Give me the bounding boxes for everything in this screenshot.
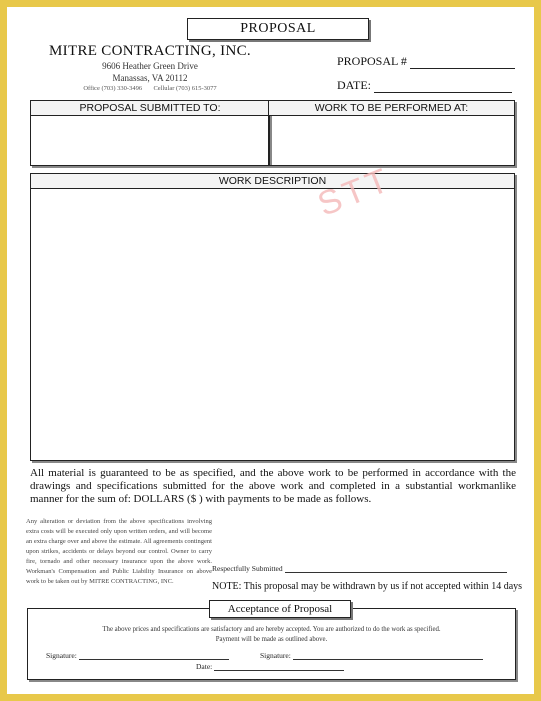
- guarantee-paragraph: All material is guaranteed to be as specified, and the above work to be performed in accordance with the drawings and specifications submitted for the above work and completed in a substantial workmanlike manner for the sum of: DOLLARS ($ ) with payments to be made as follows.: [30, 467, 516, 505]
- signature-row-1: [46, 651, 229, 660]
- signature-line-1[interactable]: [79, 651, 229, 660]
- acceptance-line1: The above prices and specifications are satisfactory and are hereby accepted. You are authorized to do the work as specified.: [102, 626, 441, 633]
- submitted-to-box: [30, 100, 270, 166]
- signature-label-1: Signature:: [46, 651, 77, 660]
- date-field[interactable]: [374, 92, 512, 93]
- signature-label-2: Signature:: [260, 651, 291, 660]
- submitted-to-field[interactable]: [31, 116, 269, 164]
- acceptance-box: [27, 603, 516, 680]
- fine-print-terms: Any alteration or deviation from the above specifications involving extra costs will be executed only upon written orders, and will become an extra charge over and above the estimate. All agreements contingent upon strikes, accidents or delays beyond our control. Owner to carry fire, tornado and other necessary insurance upon the above work. Workman's Compensation and Public Liability Insurance on above work to be taken out by MITRE CONTRACTING, INC.: [26, 518, 212, 585]
- proposal-number-field[interactable]: [410, 68, 515, 69]
- work-description-box: [30, 173, 515, 461]
- acceptance-line2: Payment will be made as outlined above.: [215, 636, 328, 643]
- respectfully-submitted-line[interactable]: [285, 564, 507, 573]
- acceptance-date-line[interactable]: [214, 662, 344, 671]
- date-row: [337, 78, 512, 93]
- red-stamp-watermark: STT: [312, 160, 398, 224]
- acceptance-title: Acceptance of Proposal: [209, 600, 351, 618]
- proposal-number-row: [337, 54, 515, 69]
- acceptance-date-row: [196, 662, 344, 671]
- proposal-number-label: PROPOSAL #: [337, 54, 407, 68]
- company-phones: [45, 84, 255, 93]
- date-label: DATE:: [337, 78, 371, 92]
- work-description-header: WORK DESCRIPTION: [31, 174, 514, 189]
- work-at-field[interactable]: [269, 116, 514, 164]
- signature-line-2[interactable]: [293, 651, 483, 660]
- office-phone: Office (703) 330-3496: [83, 85, 143, 92]
- company-block: [45, 43, 255, 93]
- cellular-phone: Cellular (703) 615-3077: [153, 85, 217, 92]
- submitted-to-header: PROPOSAL SUBMITTED TO:: [31, 101, 269, 116]
- company-name: MITRE CONTRACTING, INC.: [49, 43, 251, 59]
- work-at-header: WORK TO BE PERFORMED AT:: [269, 101, 514, 116]
- proposal-form: [7, 7, 534, 694]
- work-description-field[interactable]: [31, 189, 514, 459]
- work-at-box: [268, 100, 515, 166]
- respectfully-submitted-row: [212, 564, 507, 573]
- acceptance-date-label: Date:: [196, 662, 213, 671]
- company-address-line2: Manassas, VA 20112: [112, 73, 188, 83]
- company-address-line1: 9606 Heather Green Drive: [102, 61, 198, 71]
- form-title: PROPOSAL: [187, 18, 369, 40]
- signature-row-2: [260, 651, 483, 660]
- respectfully-submitted-label: Respectfully Submitted: [212, 564, 283, 573]
- acceptance-text: [28, 625, 515, 645]
- withdrawal-note: NOTE: This proposal may be withdrawn by us if not accepted within 14 days: [212, 581, 523, 592]
